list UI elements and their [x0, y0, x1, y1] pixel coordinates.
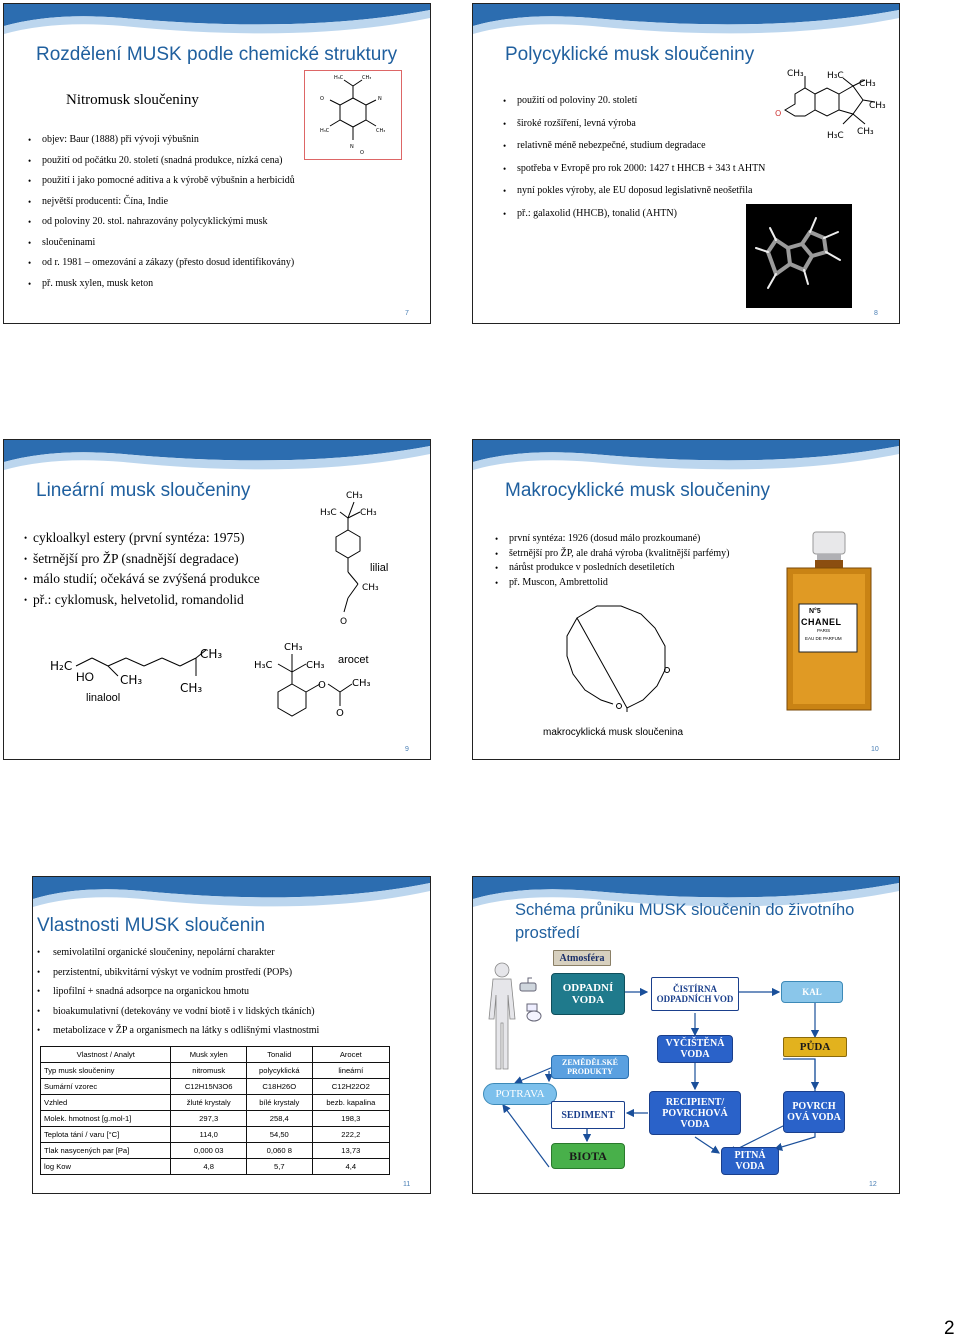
svg-text:CH₃: CH₃ — [787, 69, 804, 79]
box-potrava: POTRAVA — [483, 1083, 557, 1105]
slide-number: 11 — [403, 1181, 411, 1188]
svg-text:N: N — [378, 96, 382, 102]
table-header-row — [41, 1047, 390, 1063]
table-cell: Typ musk sloučeniny — [41, 1063, 171, 1079]
box-pitna-voda: PITNÁ VODA — [721, 1147, 779, 1175]
ho-label: HO — [76, 670, 94, 684]
svg-text:CH₃: CH₃ — [120, 673, 143, 687]
list-item: • perzistentní, ubikvitární výskyt ve vodním prostředí (POPs) — [37, 963, 319, 983]
slide-header-wave — [473, 440, 899, 480]
list-item: • metabolizace v ŽP a organismech na látky s odlišnými vlastnostmi — [37, 1021, 319, 1041]
list-item: • objev: Baur (1888) při vývoji výbušnin — [28, 130, 295, 151]
table-cell: 114,0 — [171, 1127, 247, 1143]
svg-text:CH₃: CH₃ — [352, 678, 371, 689]
page-number: 2 — [944, 1318, 955, 1339]
table-cell: 4,4 — [312, 1159, 389, 1175]
slide-title: Polycyklické musk sloučeniny — [505, 44, 755, 65]
bottle-label-city: PARIS — [817, 628, 831, 633]
table-cell: lineární — [312, 1063, 389, 1079]
table-cell: polycyklická — [246, 1063, 312, 1079]
table-cell: 0,060 8 — [246, 1143, 312, 1159]
continuation-text: sloučeninami — [42, 236, 96, 248]
table-cell: Vzhled — [41, 1095, 171, 1111]
svg-text:O: O — [320, 96, 324, 102]
slide-header-wave — [4, 4, 430, 44]
svg-text:H₃C: H₃C — [827, 71, 844, 81]
table-cell: 54,50 — [246, 1127, 312, 1143]
slide-subtitle: Nitromusk sloučeniny — [66, 92, 199, 108]
list-item: • šetrnější pro ŽP, ale drahá výroba (kvalitnější parfémy) — [495, 547, 729, 562]
svg-text:CH₃: CH₃ — [859, 79, 876, 89]
table-body — [41, 1063, 390, 1175]
svg-text:H₃C: H₃C — [320, 128, 330, 134]
svg-text:H₃C: H₃C — [254, 660, 273, 671]
macrocycle-caption: makrocyklická musk sloučenina — [543, 727, 684, 738]
slide-title: Makrocyklické musk sloučeniny — [505, 480, 771, 501]
table-cell: log Kow — [41, 1159, 171, 1175]
properties-table — [40, 1046, 390, 1175]
macrocycle-structure-image — [561, 600, 679, 712]
svg-text:CH₃: CH₃ — [362, 75, 372, 81]
bullet-list — [24, 528, 260, 610]
svg-text:CH₃: CH₃ — [360, 508, 377, 518]
svg-text:H₃C: H₃C — [334, 75, 344, 81]
box-recipient: RECIPIENT/ POVRCHOVÁ VODA — [649, 1091, 741, 1135]
box-povrchova-voda: POVRCH OVÁ VODA — [783, 1091, 845, 1133]
slide-12 — [472, 876, 900, 1194]
list-item: • první syntéza: 1926 (dosud málo prozkoumané) — [495, 532, 729, 547]
bottle-label-type: EAU DE PARFUM — [805, 636, 842, 641]
bullet-list — [28, 130, 295, 294]
list-item: • málo studií; očekává se zvýšená produkce — [24, 569, 260, 590]
svg-text:H₃C: H₃C — [320, 508, 337, 518]
list-item: • bioakumulativní (detekovány ve vodní biotě i v lidských tkáních) — [37, 1002, 319, 1022]
table-cell: 5,7 — [246, 1159, 312, 1175]
table-row — [41, 1063, 390, 1079]
box-cistirna: ČISTÍRNA ODPADNÍCH VOD — [651, 977, 739, 1011]
svg-text:CH₃: CH₃ — [284, 642, 303, 653]
table-header-cell: Musk xylen — [171, 1047, 247, 1063]
table-row — [41, 1127, 390, 1143]
svg-text:O: O — [340, 617, 348, 627]
list-item: • největší producenti: Čína, Indie — [28, 192, 295, 213]
toilet-icon — [525, 1003, 543, 1023]
slide-title-line-1: Schéma průniku MUSK sloučenin do životního — [515, 901, 855, 919]
slide-title-line-2: prostředí — [515, 924, 581, 942]
bullet-list — [503, 90, 765, 225]
list-item: • lipofilní + snadná adsorpce na organickou hmotu — [37, 982, 319, 1002]
table-cell: 13,73 — [312, 1143, 389, 1159]
list-item: • př. Muscon, Ambrettolid — [495, 576, 729, 591]
table-cell: 0,000 03 — [171, 1143, 247, 1159]
slide-number: 12 — [869, 1181, 877, 1188]
slide-10 — [472, 439, 900, 760]
slide-number: 9 — [405, 746, 409, 753]
list-item: • cykloalkyl estery (první syntéza: 1975) — [24, 528, 260, 549]
list-item: • použití i jako pomocné aditiva a k výrobě výbušnin a herbicidů — [28, 171, 295, 192]
slide-title: Rozdělení MUSK podle chemické struktury — [36, 44, 398, 65]
hhcb-structure-image — [771, 64, 893, 148]
linalool-structure-image — [46, 644, 236, 702]
table-cell: Teplota tání / varu [°C] — [41, 1127, 171, 1143]
table-cell: žluté krystaly — [171, 1095, 247, 1111]
lilial-label: lilial — [370, 562, 389, 574]
list-item: • nárůst produkce v posledních desetiletích — [495, 561, 729, 576]
svg-text:CH₃: CH₃ — [346, 491, 363, 501]
box-biota: BIOTA — [551, 1143, 625, 1169]
svg-text:O: O — [775, 109, 782, 118]
table-row — [41, 1159, 390, 1175]
bottle-label-brand: CHANEL — [801, 617, 842, 627]
table-row — [41, 1079, 390, 1095]
table-cell: nitromusk — [171, 1063, 247, 1079]
slide-8 — [472, 3, 900, 324]
list-item: • použití od poloviny 20. století — [503, 90, 765, 113]
table-cell: 258,4 — [246, 1111, 312, 1127]
box-zemedelske-produkty: ZEMĚDĚLSKÉ PRODUKTY — [551, 1055, 629, 1079]
slide-title: Vlastnosti MUSK sloučenin — [37, 915, 266, 936]
molecule-3d-model-image — [746, 204, 852, 308]
table-header-cell: Arocet — [312, 1047, 389, 1063]
svg-text:CH₃: CH₃ — [376, 128, 386, 134]
slide-header-wave — [33, 877, 430, 917]
svg-text:O: O — [360, 150, 364, 156]
table-cell: bezb. kapalina — [312, 1095, 389, 1111]
slide-7 — [3, 3, 431, 324]
table-row — [41, 1143, 390, 1159]
list-item: • od poloviny 20. stol. nahrazovány polycyklickými musk — [28, 212, 295, 233]
list-item: • šetrnější pro ŽP (snadnější degradace) — [24, 549, 260, 570]
slide-11 — [32, 876, 431, 1194]
slide-number: 10 — [871, 746, 879, 753]
list-item: • př. musk xylen, musk keton — [28, 274, 295, 295]
list-item: • široké rozšíření, levná výroba — [503, 113, 765, 136]
linalool-label: linalool — [86, 692, 121, 704]
nitromusk-structure-image — [304, 70, 402, 160]
svg-text:CH₃: CH₃ — [869, 101, 886, 111]
table-cell: C12H22O2 — [312, 1079, 389, 1095]
list-item: • nyní pokles výroby, ale EU doposud legislativně neošetřila — [503, 180, 765, 203]
svg-text:CH₃: CH₃ — [857, 127, 874, 137]
box-puda: PŮDA — [783, 1037, 847, 1057]
table-cell: Molek. hmotnost [g.mol-1] — [41, 1111, 171, 1127]
human-figure-icon — [485, 961, 519, 1071]
table-cell: Sumární vzorec — [41, 1079, 171, 1095]
list-item: • př.: galaxolid (HHCB), tonalid (AHTN) — [503, 203, 765, 226]
box-sediment: SEDIMENT — [551, 1101, 625, 1129]
table-cell: 4,8 — [171, 1159, 247, 1175]
table-cell: Tlak nasycených par [Pa] — [41, 1143, 171, 1159]
svg-text:O: O — [318, 680, 326, 691]
list-item-continuation — [28, 233, 295, 254]
table-row — [41, 1095, 390, 1111]
svg-text:N: N — [350, 144, 354, 150]
svg-text:CH₃: CH₃ — [180, 681, 203, 695]
box-kal: KAL — [781, 981, 843, 1003]
box-odpadni-voda: ODPADNÍ VODA — [551, 973, 625, 1015]
list-item: • spotřeba v Evropě pro rok 2000: 1427 t HHCB + 343 t AHTN — [503, 158, 765, 181]
list-item: • od r. 1981 – omezování a zákazy (přesto dosud identifikovány) — [28, 253, 295, 274]
box-vycistena-voda: VYČIŠTĚNÁ VODA — [657, 1035, 733, 1063]
table-cell: C12H15N3O6 — [171, 1079, 247, 1095]
list-item: • př.: cyklomusk, helvetolid, romandolid — [24, 590, 260, 611]
table-header-cell: Tonalid — [246, 1047, 312, 1063]
lilial-structure-image — [310, 488, 380, 628]
table-header-cell: Vlastnost / Analyt — [41, 1047, 171, 1063]
sink-icon — [519, 977, 537, 993]
list-item: • relativně méně nebezpečné, studium degradace — [503, 135, 765, 158]
svg-text:H₂C: H₂C — [50, 659, 73, 673]
table-cell: C18H26O — [246, 1079, 312, 1095]
slide-title: Lineární musk sloučeniny — [36, 480, 251, 501]
list-item: • použití od počátku 20. století (snadná produkce, nízká cena) — [28, 151, 295, 172]
arocet-label: arocet — [338, 654, 369, 666]
table-cell: 198,3 — [312, 1111, 389, 1127]
table-cell: 222,2 — [312, 1127, 389, 1143]
table-cell: 297,3 — [171, 1111, 247, 1127]
table-cell: bílé krystaly — [246, 1095, 312, 1111]
slide-header-wave — [4, 440, 430, 480]
bottle-label-number: N°5 — [809, 608, 821, 615]
table-row — [41, 1111, 390, 1127]
bullet-list — [495, 532, 729, 590]
bullet-list — [37, 943, 319, 1041]
svg-text:H₃C: H₃C — [827, 131, 844, 141]
slide-number: 7 — [405, 310, 409, 317]
list-item: • semivolatilní organické sloučeniny, nepolární charakter — [37, 943, 319, 963]
slide-9 — [3, 439, 431, 760]
svg-text:CH₃: CH₃ — [306, 660, 325, 671]
svg-text:CH₃: CH₃ — [362, 583, 379, 593]
slide-header-wave — [473, 4, 899, 44]
svg-text:O: O — [336, 708, 344, 719]
slide-number: 8 — [874, 310, 878, 317]
box-atmosfera: Atmosféra — [553, 950, 611, 966]
svg-text:CH₃: CH₃ — [200, 647, 223, 661]
